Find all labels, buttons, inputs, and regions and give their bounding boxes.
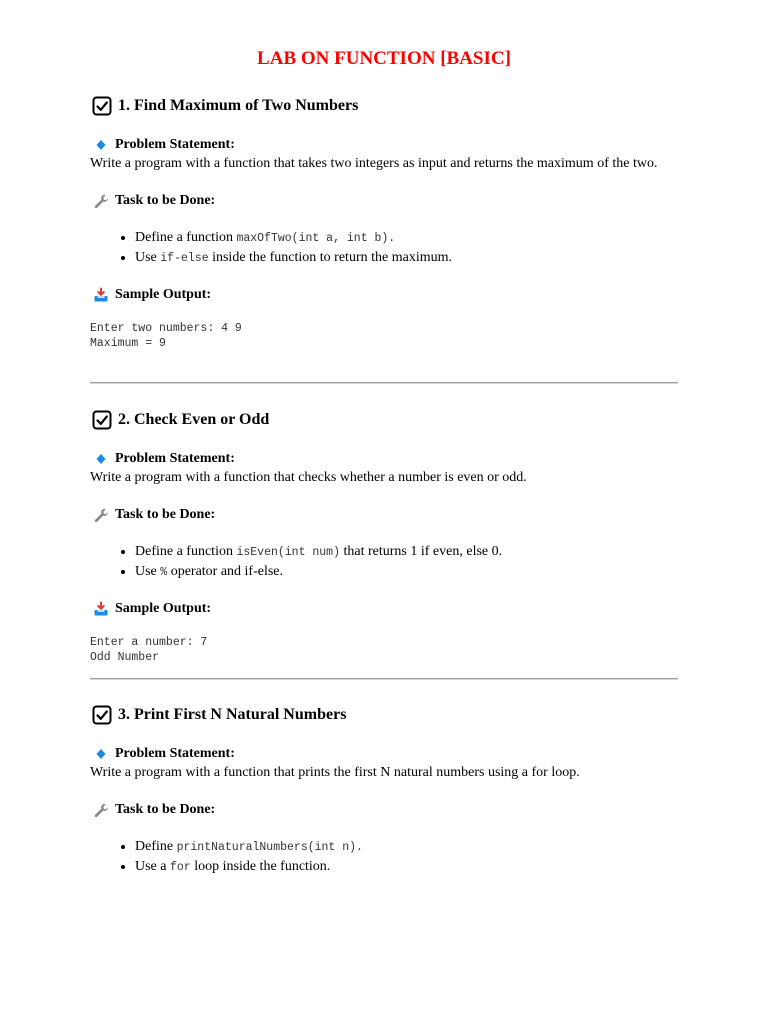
check-box-icon [92, 96, 112, 116]
inbox-tray-icon [93, 287, 109, 303]
check-box-icon [92, 410, 112, 430]
task-item: • Define printNaturalNumbers(int n). [135, 837, 680, 857]
inline-code: for [170, 861, 191, 874]
task-list [90, 837, 680, 877]
inline-code: % [160, 566, 168, 579]
task-item: • Use % operator and if-else. [135, 562, 680, 582]
sample-output-heading [90, 286, 680, 304]
section-3 [90, 703, 680, 877]
section-heading [90, 94, 680, 118]
blue-diamond-icon [93, 137, 109, 153]
problem-statement-label: Problem Statement: [115, 746, 235, 761]
check-box-icon [92, 705, 112, 725]
problem-statement-heading [90, 136, 680, 154]
blue-diamond-icon [93, 746, 109, 762]
section-heading [90, 408, 680, 432]
problem-statement-text: Write a program with a function that prints the first N natural numbers using a for loop. [90, 765, 580, 780]
task-heading [90, 801, 680, 819]
sample-output-label: Sample Output: [115, 601, 212, 616]
task-heading [90, 192, 680, 210]
task-label: Task to be Done: [115, 802, 216, 817]
sample-output-heading [90, 600, 680, 618]
section-title: 1. Find Maximum of Two Numbers [118, 97, 359, 114]
task-list [90, 542, 680, 582]
section-divider [90, 382, 678, 384]
problem-statement-heading [90, 745, 680, 763]
problem-statement-label: Problem Statement: [115, 451, 235, 466]
inline-code: maxOfTwo(int a, int b). [236, 232, 396, 245]
section-divider [90, 678, 678, 680]
section-title: 2. Check Even or Odd [118, 411, 270, 428]
task-item: • Use if-else inside the function to return the maximum. [135, 248, 680, 268]
task-item: • Define a function isEven(int num) that returns 1 if even, else 0. [135, 542, 680, 562]
task-label: Task to be Done: [115, 507, 216, 522]
section-1 [90, 94, 680, 351]
inbox-tray-icon [93, 601, 109, 617]
task-item: • Use a for loop inside the function. [135, 857, 680, 877]
wrench-icon [93, 193, 109, 209]
wrench-icon [93, 802, 109, 818]
task-heading [90, 506, 680, 524]
problem-statement-text: Write a program with a function that takes two integers as input and returns the maximum of the two. [90, 156, 658, 171]
section-2 [90, 408, 680, 665]
task-item: • Define a function maxOfTwo(int a, int b). [135, 228, 680, 248]
sample-output-code: Enter a number: 7 Odd Number [90, 636, 208, 664]
blue-diamond-icon [93, 451, 109, 467]
section-title: 3. Print First N Natural Numbers [118, 706, 347, 723]
sample-output-code: Enter two numbers: 4 9 Maximum = 9 [90, 322, 242, 350]
problem-statement-text: Write a program with a function that checks whether a number is even or odd. [90, 470, 527, 485]
problem-statement-label: Problem Statement: [115, 137, 235, 152]
inline-code: printNaturalNumbers(int n). [176, 841, 363, 854]
problem-statement-heading [90, 450, 680, 468]
task-label: Task to be Done: [115, 193, 216, 208]
sample-output-label: Sample Output: [115, 287, 212, 302]
inline-code: isEven(int num) [236, 546, 340, 559]
task-list [90, 228, 680, 268]
wrench-icon [93, 507, 109, 523]
document-title: LAB ON FUNCTION [BASIC] [257, 48, 511, 69]
inline-code: if-else [160, 252, 209, 265]
section-heading [90, 703, 680, 727]
